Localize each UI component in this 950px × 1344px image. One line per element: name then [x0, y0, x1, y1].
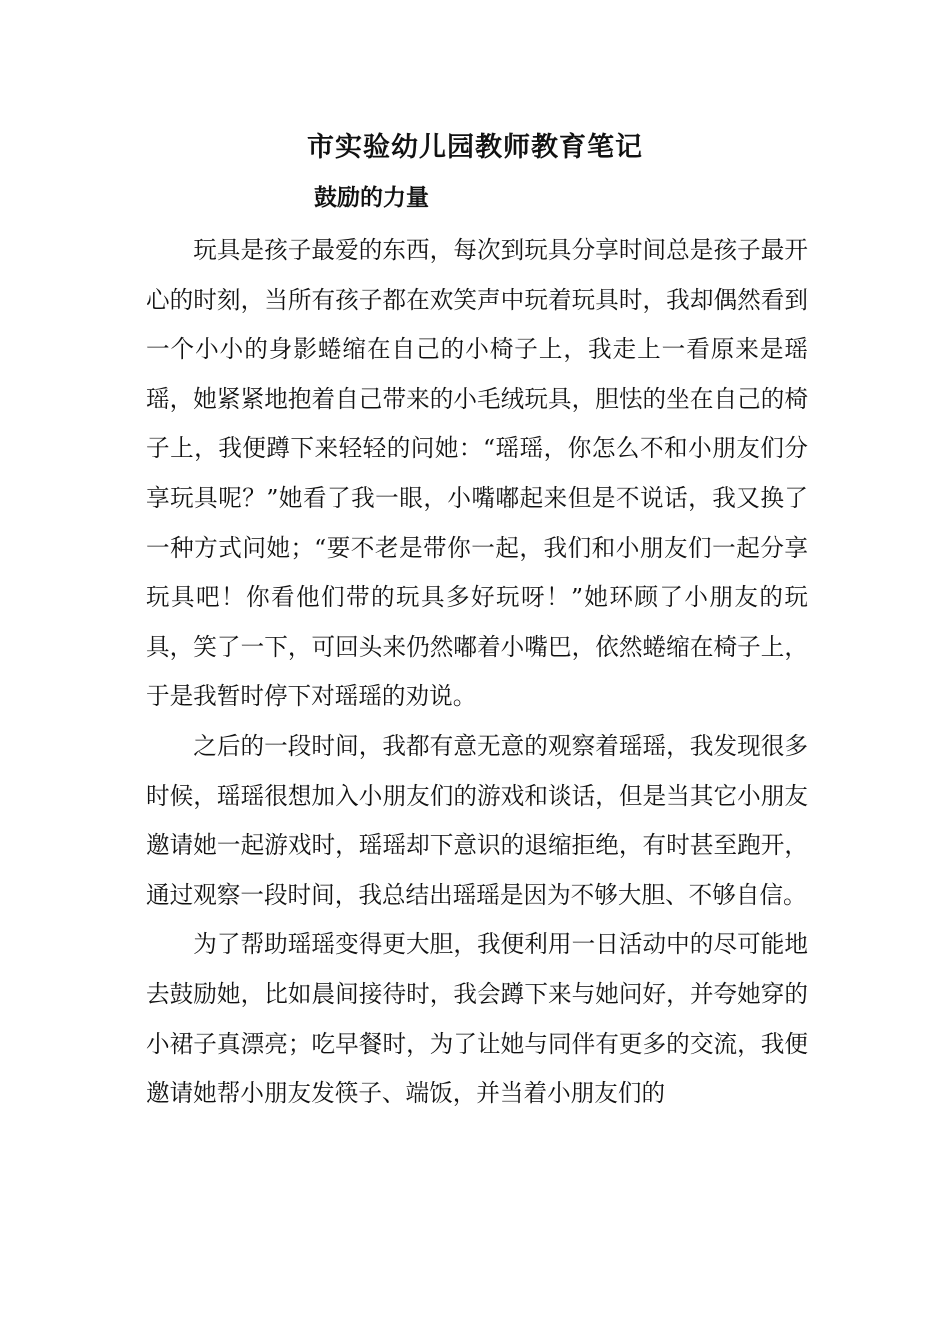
- paragraph-1: 玩具是孩子最爱的东西，每次到玩具分享时间总是孩子最开心的时刻，当所有孩子都在欢笑声中玩着玩具时，我却偶然看到一个小小的身影蜷缩在自己的小椅子上，我走上一看原来是瑶瑶，她紧紧地抱着自己带来的小毛绒玩具，胆怯的坐在自己的椅子上，我便蹲下来轻轻的问她：“瑶瑶，你怎么不和小朋友们分享玩具呢？”她看了我一眼，小嘴嘟起来但是不说话，我又换了一种方式问她；“要不老是带你一起，我们和小朋友们一起分享玩具吧！你看他们带的玩具多好玩呀！”她环顾了小朋友的玩具，笑了一下，可回头来仍然嘟着小嘴巴，依然蜷缩在椅子上，于是我暂时停下对瑶瑶的劝说。: [146, 236, 808, 711]
- document-body: [146, 226, 808, 1119]
- paragraph-3: 为了帮助瑶瑶变得更大胆，我便利用一日活动中的尽可能地去鼓励她，比如晨间接待时，我会蹲下来与她问好，并夸她穿的小裙子真漂亮；吃早餐时，为了让她与同伴有更多的交流，我便邀请她帮小朋友发筷子、端饭，并当着小朋友们的: [146, 930, 808, 1108]
- document-subtitle: 鼓励的力量: [314, 185, 429, 211]
- paragraph-2: 之后的一段时间，我都有意无意的观察着瑶瑶，我发现很多时候，瑶瑶很想加入小朋友们的游戏和谈话，但是当其它小朋友邀请她一起游戏时，瑶瑶却下意识的退缩拒绝，有时甚至跑开，通过观察一段时间，我总结出瑶瑶是因为不够大胆、不够自信。: [146, 731, 808, 909]
- document-title: 市实验幼儿园教师教育笔记: [307, 132, 643, 163]
